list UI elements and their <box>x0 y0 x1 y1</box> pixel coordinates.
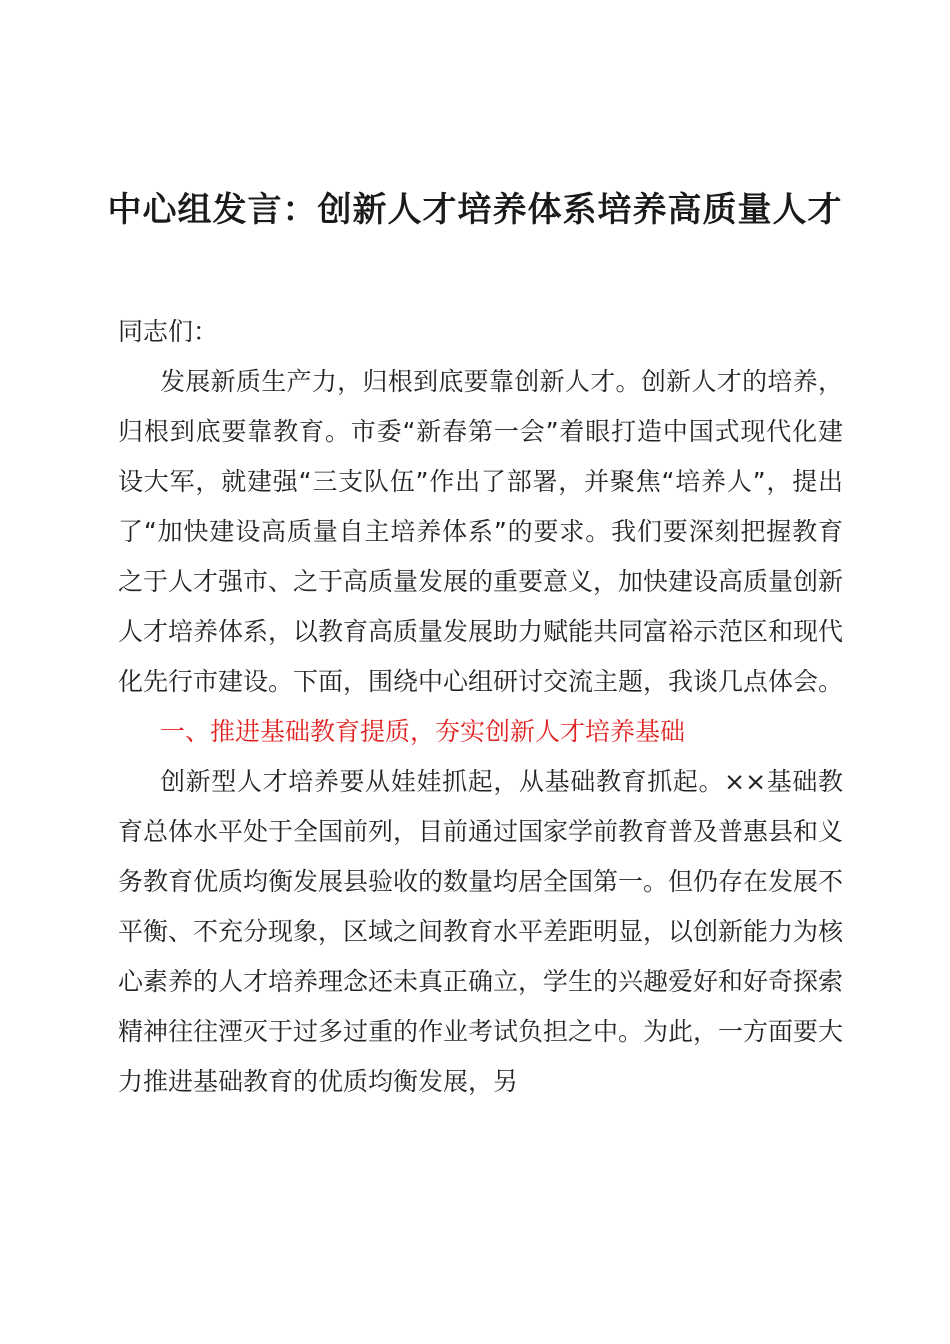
paragraph-section-1: 创新型人才培养要从娃娃抓起，从基础教育抓起。××基础教育总体水平处于全国前列，目前通过国家学前教育普及普惠县和义务教育优质均衡发展县验收的数量均居全国第一。但仍存在发展不平衡、不充分现象，区域之间教育水平差距明显，以创新能力为核心素养的人才培养理念还未真正确立，学生的兴趣爱好和好奇探索精神往往湮灭于过多过重的作业考试负担之中。为此，一方面要大力推进基础教育的优质均衡发展，另 <box>118 767 844 1096</box>
salutation: 同志们： <box>118 317 219 346</box>
section-heading-1: 一、推进基础教育提质，夯实创新人才培养基础 <box>160 717 686 746</box>
document-title: 中心组发言：创新人才培养体系培养高质量人才 <box>107 190 843 230</box>
document-body <box>118 307 843 1107</box>
paragraph-intro: 发展新质生产力，归根到底要靠创新人才。创新人才的培养，归根到底要靠教育。市委“新春第一会”着眼打造中国式现代化建设大军，就建强“三支队伍”作出了部署，并聚焦“培养人”，提出了“加快建设高质量自主培养体系”的要求。我们要深刻把握教育之于人才强市、之于高质量发展的重要意义，加快建设高质量创新人才培养体系，以教育高质量发展助力赋能共同富裕示范区和现代化先行市建设。下面，围绕中心组研讨交流主题，我谈几点体会。 <box>118 367 844 696</box>
